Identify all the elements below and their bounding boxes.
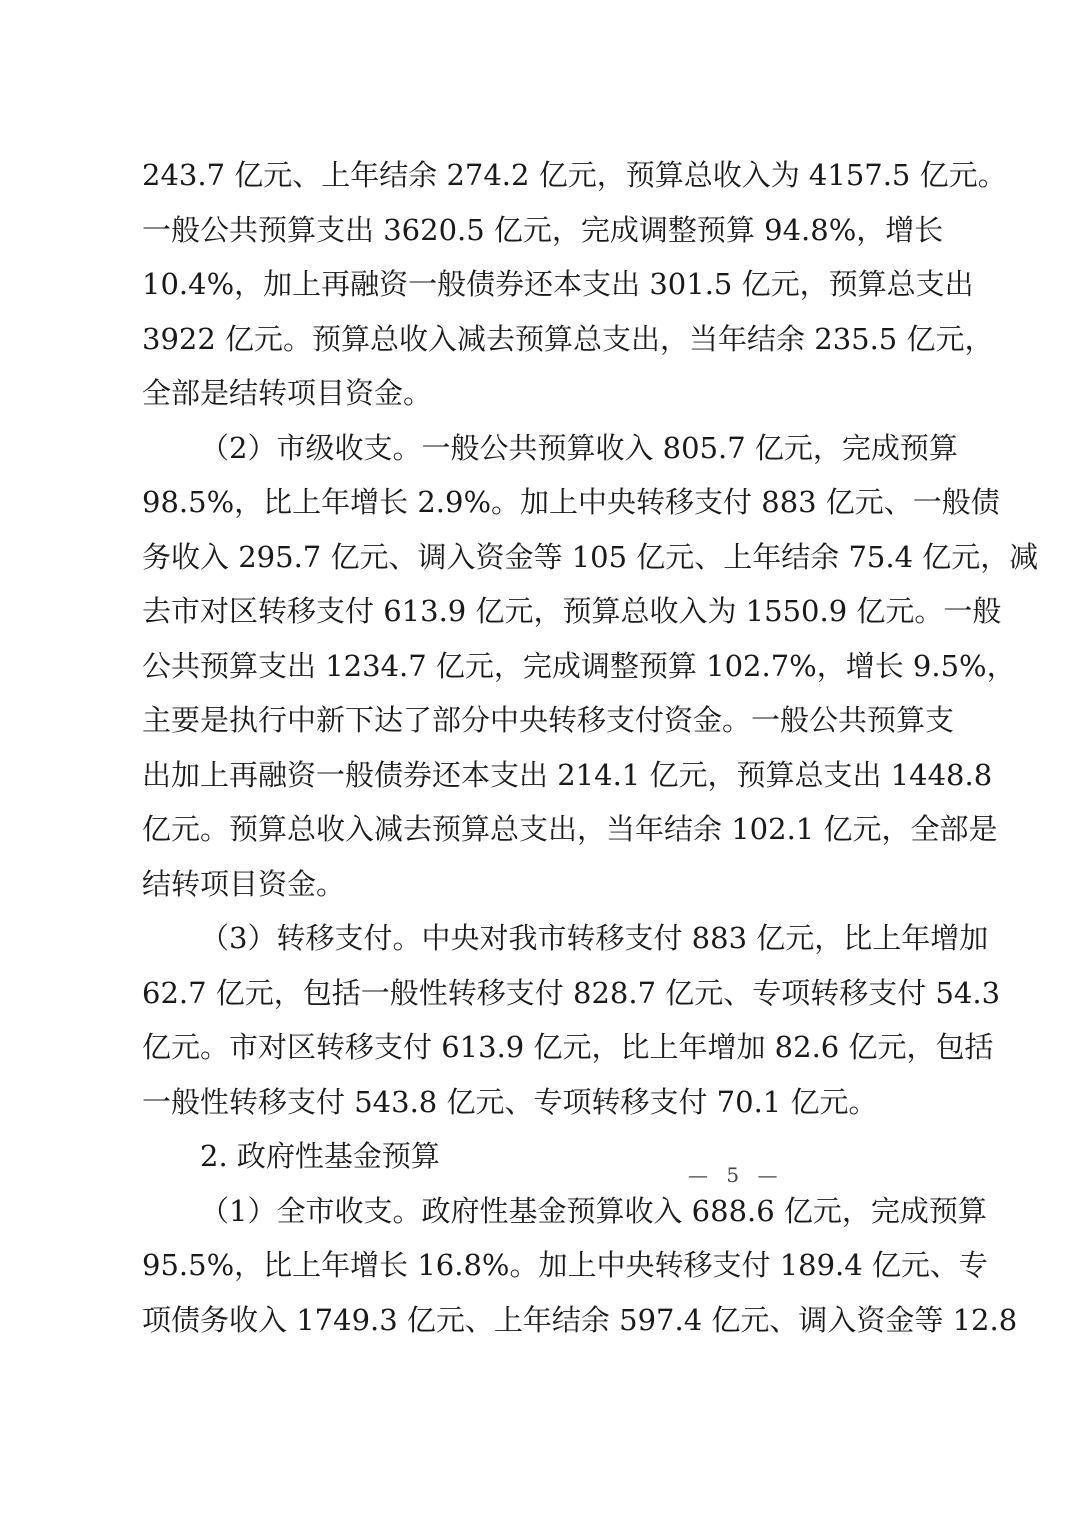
text-line: 98.5%，比上年增长 2.9%。加上中央转移支付 883 亿元、一般债 (142, 485, 1000, 519)
text-line: 项债务收入 1749.3 亿元、上年结余 597.4 亿元、调入资金等 12.8 (142, 1302, 1018, 1337)
text-line: 结转项目资金。 (142, 866, 346, 901)
text-line: （3）转移支付。中央对我市转移支付 883 亿元，比上年增加 (200, 921, 989, 955)
text-line: 出加上再融资一般债券还本支出 214.1 亿元，预算总支出 1448.8 (142, 757, 993, 792)
text-line: 243.7 亿元、上年结余 274.2 亿元，预算总收入为 4157.5 亿元。 (142, 158, 1007, 192)
text-line: 亿元。预算总收入减去预算总支出，当年结余 102.1 亿元，全部是 (142, 812, 998, 846)
text-line: 务收入 295.7 亿元、调入资金等 105 亿元、上年结余 75.4 亿元，减 (142, 539, 1039, 574)
text-line: 一般性转移支付 543.8 亿元、专项转移支付 70.1 亿元。 (142, 1084, 878, 1119)
text-line: 一般公共预算支出 3620.5 亿元，完成调整预算 94.8%，增长 (142, 212, 944, 247)
text-line: 公共预算支出 1234.7 亿元，完成调整预算 102.7%，增长 9.5%， (142, 648, 1016, 683)
text-line: 全部是结转项目资金。 (142, 376, 433, 410)
page-number: — 5 — (688, 1163, 784, 1187)
text-line: 62.7 亿元，包括一般性转移支付 828.7 亿元、专项转移支付 54.3 (142, 975, 1001, 1010)
text-line: （1）全市收支。政府性基金预算收入 688.6 亿元，完成预算 (200, 1193, 987, 1228)
text-line: 10.4%，加上再融资一般债券还本支出 301.5 亿元，预算总支出 (142, 267, 974, 301)
text-line: 亿元。市对区转移支付 613.9 亿元，比上年增加 82.6 亿元，包括 (142, 1030, 994, 1064)
text-line: （2）市级收支。一般公共预算收入 805.7 亿元，完成预算 (200, 430, 958, 465)
text-line: 95.5%，比上年增长 16.8%。加上中央转移支付 189.4 亿元、专 (142, 1248, 988, 1282)
text-line: 3922 亿元。预算总收入减去预算总支出，当年结余 235.5 亿元， (142, 321, 994, 356)
section-heading: 2. 政府性基金预算 (200, 1139, 440, 1173)
text-line: 主要是执行中新下达了部分中央转移支付资金。一般公共预算支 (142, 703, 955, 737)
text-line: 去市对区转移支付 613.9 亿元，预算总收入为 1550.9 亿元。一般 (142, 594, 1002, 628)
